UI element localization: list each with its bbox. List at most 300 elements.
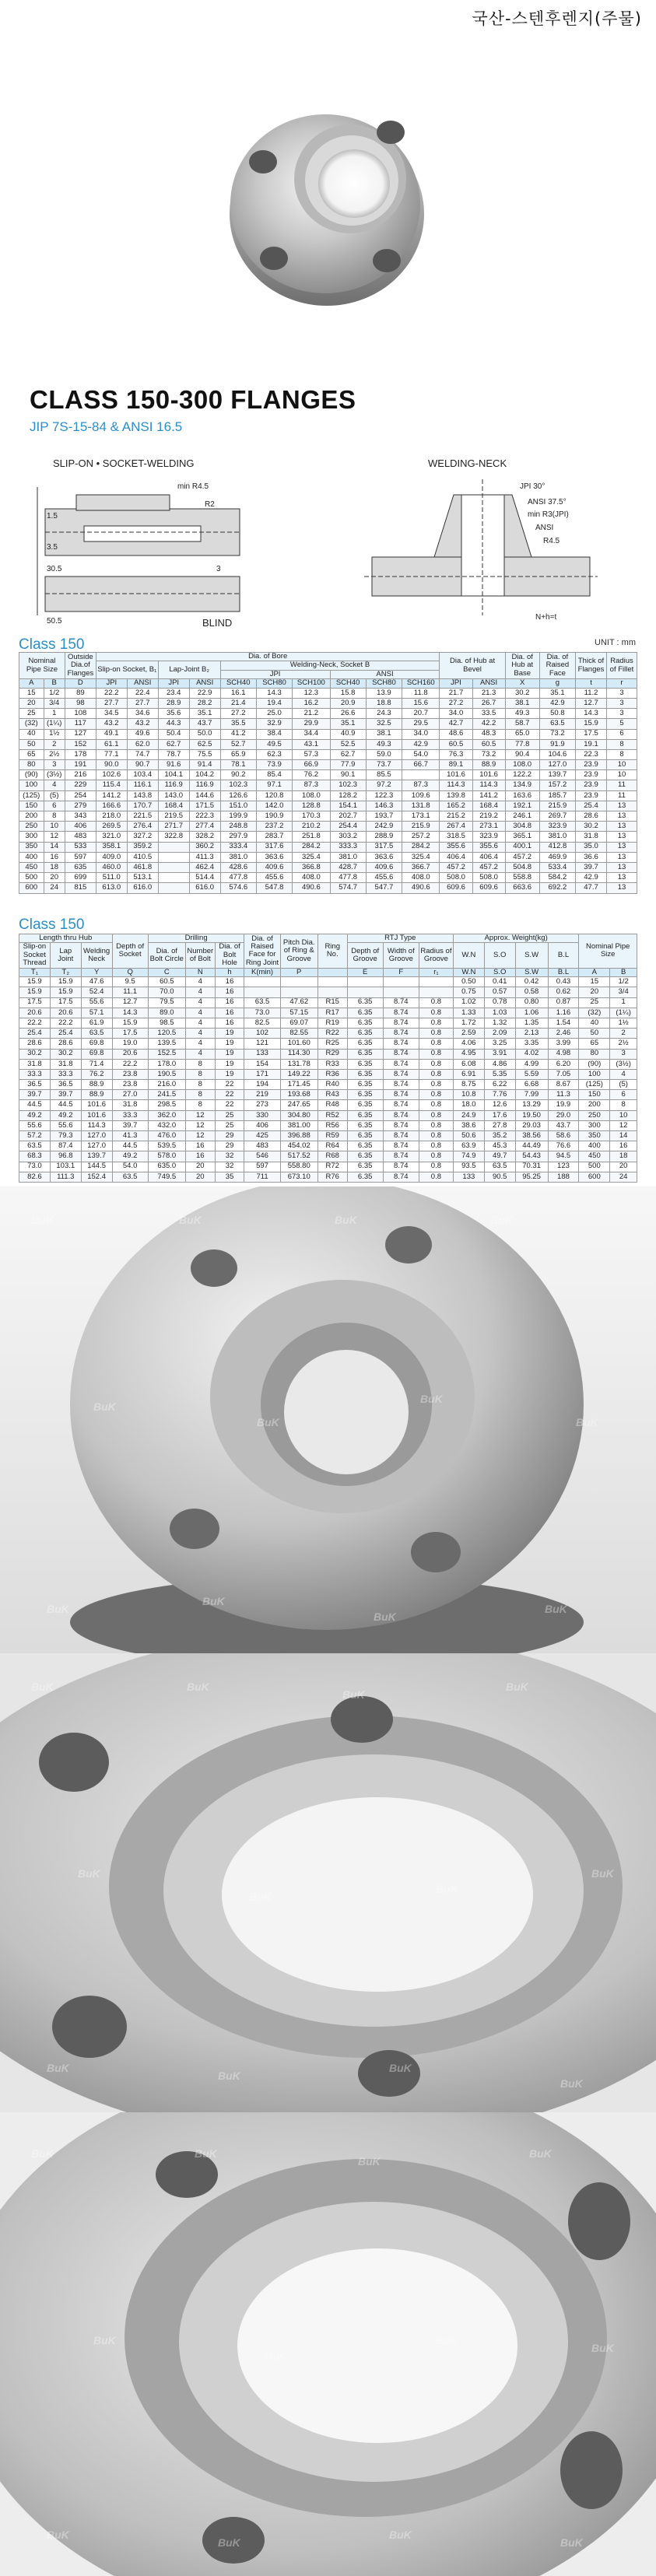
- table-cell: 461.8: [127, 862, 158, 872]
- table-cell: 8.74: [383, 1090, 419, 1100]
- table-cell: 42.2: [472, 719, 505, 729]
- table-cell: 133: [453, 1172, 484, 1182]
- table-cell: 16.1: [220, 688, 256, 698]
- table-cell: 82.6: [19, 1172, 51, 1182]
- table-cell: 20: [610, 1162, 637, 1172]
- table-cell: 0.8: [419, 1110, 453, 1120]
- page-header: [30, 385, 356, 435]
- table-cell: 8.74: [383, 1110, 419, 1120]
- table-cell: 16: [215, 977, 244, 987]
- table-cell: [280, 977, 317, 987]
- table-cell: 10: [44, 822, 65, 832]
- table-cell: 43.7: [548, 1120, 579, 1130]
- table-cell: 462.4: [189, 862, 220, 872]
- product-photo-3: [0, 1653, 656, 2112]
- table-cell: 12: [610, 1120, 637, 1130]
- table-cell: 38.56: [515, 1131, 548, 1141]
- table-cell: 455.6: [366, 873, 402, 883]
- table-cell: 116.1: [127, 780, 158, 790]
- table-cell: 18.8: [366, 698, 402, 708]
- table-cell: 69.8: [81, 1049, 112, 1059]
- table-cell: 1½: [44, 729, 65, 739]
- table-cell: 152.5: [148, 1049, 185, 1059]
- table-cell: 31.8: [19, 1059, 51, 1069]
- table-cell: 412.8: [539, 842, 575, 852]
- table-cell: 358.1: [96, 842, 127, 852]
- th-raised: Dia. of Raised Face: [539, 653, 575, 679]
- table-cell: 49.2: [112, 1151, 148, 1162]
- table-cell: R15: [317, 997, 347, 1008]
- watermark: BuK: [591, 1867, 614, 1880]
- table-row: [19, 1151, 637, 1162]
- table-cell: 16: [44, 852, 65, 862]
- table-cell: 1/2: [44, 688, 65, 698]
- table-cell: (3½): [610, 1059, 637, 1069]
- table-cell: 87.3: [293, 780, 330, 790]
- watermark: BuK: [202, 1595, 225, 1607]
- table-cell: 432.0: [148, 1120, 185, 1130]
- table-cell: 13: [606, 883, 637, 893]
- table-cell: 80: [579, 1049, 610, 1059]
- table-cell: 350: [19, 842, 44, 852]
- table-cell: 10: [610, 1110, 637, 1120]
- table-cell: 4: [185, 1018, 215, 1028]
- table-row: [19, 1172, 637, 1182]
- table-cell: 14.3: [256, 688, 292, 698]
- t2-symbol: Y: [81, 968, 112, 976]
- table-cell: 85.4: [256, 770, 292, 780]
- table-cell: 57.1: [81, 1008, 112, 1018]
- page-title: CLASS 150-300 FLANGES: [30, 385, 356, 414]
- table-cell: 49.5: [256, 739, 292, 749]
- table-cell: [158, 852, 189, 862]
- table-cell: 34.0: [402, 729, 440, 739]
- table-cell: (3½): [44, 770, 65, 780]
- table-cell: 18: [610, 1151, 637, 1162]
- table-cell: 63.5: [112, 1172, 148, 1182]
- table-cell: R19: [317, 1018, 347, 1028]
- table-cell: 149.22: [280, 1069, 317, 1079]
- table-cell: 558.80: [280, 1162, 317, 1172]
- table-cell: 39.7: [50, 1090, 81, 1100]
- table-cell: 152: [65, 739, 96, 749]
- t1-symbol: t: [576, 679, 607, 688]
- table-cell: 42.9: [576, 873, 607, 883]
- table-cell: 63.5: [19, 1141, 51, 1151]
- table-cell: 102.6: [96, 770, 127, 780]
- table-cell: 36.6: [576, 852, 607, 862]
- table-row: [19, 883, 637, 893]
- table-cell: 43.7: [189, 719, 220, 729]
- table-cell: 0.8: [419, 1018, 453, 1028]
- table-cell: 3: [606, 688, 637, 698]
- table-cell: 101.60: [280, 1039, 317, 1049]
- table-cell: 21.7: [440, 688, 472, 698]
- table-cell: 10: [606, 760, 637, 770]
- table-cell: R36: [317, 1069, 347, 1079]
- table-cell: 165.2: [440, 801, 472, 811]
- table-cell: 3: [606, 709, 637, 719]
- th-fillet: Radius of Fillet: [606, 653, 637, 679]
- table-cell: 96.8: [50, 1151, 81, 1162]
- table-cell: 0.8: [419, 1151, 453, 1162]
- table-row: [19, 852, 637, 862]
- table-cell: 317.5: [366, 842, 402, 852]
- table-cell: 163.6: [505, 790, 539, 801]
- table-cell: 127.0: [81, 1131, 112, 1141]
- table-cell: 16: [610, 1141, 637, 1151]
- table-cell: 699: [65, 873, 96, 883]
- table-cell: 15.9: [19, 987, 51, 997]
- table-cell: 62.5: [189, 739, 220, 749]
- table-cell: 123: [548, 1162, 579, 1172]
- table-cell: 317.6: [256, 842, 292, 852]
- table-cell: 0.8: [419, 1090, 453, 1100]
- table-cell: (32): [579, 1008, 610, 1018]
- table-cell: 91.4: [189, 760, 220, 770]
- table-cell: 584.2: [539, 873, 575, 883]
- table-cell: 55.6: [19, 1120, 51, 1130]
- table-cell: 17.6: [484, 1110, 515, 1120]
- table-row: [19, 1029, 637, 1039]
- table-cell: 23.8: [112, 1069, 148, 1079]
- table-cell: 1: [44, 709, 65, 719]
- table-cell: 483: [244, 1141, 280, 1151]
- t2-symbol: [317, 968, 347, 976]
- table-cell: 276.4: [127, 822, 158, 832]
- table-cell: 4: [185, 1008, 215, 1018]
- table-cell: 0.41: [484, 977, 515, 987]
- table-cell: 104.1: [158, 770, 189, 780]
- table-cell: 36.5: [19, 1080, 51, 1090]
- table-cell: 190.9: [256, 811, 292, 822]
- table-cell: 62.7: [330, 749, 366, 759]
- table-cell: 122.3: [366, 790, 402, 801]
- table-cell: 200: [579, 1100, 610, 1110]
- table-cell: R17: [317, 1008, 347, 1018]
- table-cell: 2.13: [515, 1029, 548, 1039]
- table-cell: 460.0: [96, 862, 127, 872]
- th-gradius: Radius of Groove: [419, 943, 453, 968]
- table-row: [19, 1018, 637, 1028]
- table-cell: 31.8: [50, 1059, 81, 1069]
- th-nominal2: Nominal Pipe Size: [579, 934, 637, 969]
- table-cell: 49.3: [505, 709, 539, 719]
- table-cell: 0.80: [515, 997, 548, 1008]
- table-row: [19, 862, 637, 872]
- dim-r45b: R4.5: [543, 537, 560, 545]
- table-cell: 303.2: [330, 832, 366, 842]
- table-cell: 6.35: [347, 1172, 383, 1182]
- table-cell: 34.0: [440, 709, 472, 719]
- table-cell: 95.25: [515, 1172, 548, 1182]
- blind-label: BLIND: [202, 617, 233, 629]
- th-weldneck: Welding Neck: [81, 943, 112, 968]
- table-cell: 23.9: [576, 780, 607, 790]
- watermark: BuK: [47, 2062, 69, 2074]
- table-cell: 0.8: [419, 1141, 453, 1151]
- table-cell: R56: [317, 1120, 347, 1130]
- table-cell: 38.4: [256, 729, 292, 739]
- table-cell: 469.9: [539, 852, 575, 862]
- table-cell: 85.5: [366, 770, 402, 780]
- table-cell: 75.5: [189, 749, 220, 759]
- table-cell: 24: [610, 1172, 637, 1182]
- dim-d3: 3: [216, 565, 221, 573]
- table-cell: 55.6: [50, 1120, 81, 1130]
- table-row: [19, 770, 637, 780]
- table-cell: 219.5: [158, 811, 189, 822]
- table-cell: 178.0: [148, 1059, 185, 1069]
- table-cell: 57.3: [293, 749, 330, 759]
- table-cell: 318.5: [440, 832, 472, 842]
- table-cell: 8.74: [383, 1069, 419, 1079]
- table-cell: 215.9: [539, 801, 575, 811]
- table-cell: 91.9: [539, 739, 575, 749]
- table-cell: 409.6: [256, 862, 292, 872]
- table-cell: 40: [19, 729, 44, 739]
- table-row: [19, 1039, 637, 1049]
- table-cell: 6.35: [347, 1131, 383, 1141]
- table-cell: 9.5: [112, 977, 148, 987]
- table-cell: 42.9: [539, 698, 575, 708]
- table-cell: 100: [579, 1069, 610, 1079]
- table-cell: 20: [579, 987, 610, 997]
- table-cell: 41.2: [220, 729, 256, 739]
- table-cell: 250: [19, 822, 44, 832]
- table-cell: 63.5: [81, 1029, 112, 1039]
- table-cell: 52.4: [81, 987, 112, 997]
- table-row: [19, 801, 637, 811]
- table-cell: 363.6: [366, 852, 402, 862]
- table-cell: 57.2: [19, 1131, 51, 1141]
- table-cell: 6.35: [347, 1110, 383, 1120]
- table-cell: 101.6: [440, 770, 472, 780]
- table-cell: 14.3: [112, 1008, 148, 1018]
- table-cell: 188: [548, 1172, 579, 1182]
- table-cell: 65.9: [220, 749, 256, 759]
- table-cell: 0.58: [515, 987, 548, 997]
- table-cell: 6.91: [453, 1069, 484, 1079]
- table-cell: 122.2: [505, 770, 539, 780]
- table-cell: 102.3: [330, 780, 366, 790]
- table-cell: 15: [579, 977, 610, 987]
- table-cell: 6.35: [347, 1141, 383, 1151]
- table-cell: [402, 770, 440, 780]
- table-cell: 170.3: [293, 811, 330, 822]
- table-cell: 108.0: [505, 760, 539, 770]
- table-cell: 13: [606, 852, 637, 862]
- table-cell: 1.06: [515, 1008, 548, 1018]
- table-cell: 70.31: [515, 1162, 548, 1172]
- table-cell: 1.33: [453, 1008, 484, 1018]
- table-row: [19, 1080, 637, 1090]
- watermark: BuK: [179, 1214, 202, 1226]
- table-cell: 19: [215, 1069, 244, 1079]
- watermark: BuK: [218, 2070, 240, 2082]
- table-row: [19, 688, 637, 698]
- table-cell: 101.6: [81, 1110, 112, 1120]
- table-cell: 35.6: [158, 709, 189, 719]
- table-cell: 50.6: [453, 1131, 484, 1141]
- table-cell: R29: [317, 1049, 347, 1059]
- th-socket: Slip-on Socket Thread: [19, 943, 51, 968]
- table-cell: 409.6: [366, 862, 402, 872]
- table-cell: R59: [317, 1131, 347, 1141]
- table-cell: 692.2: [539, 883, 575, 893]
- table-cell: 74.9: [453, 1151, 484, 1162]
- table-cell: 578.0: [148, 1151, 185, 1162]
- table-cell: 6.35: [347, 1090, 383, 1100]
- table-cell: 39.7: [19, 1090, 51, 1100]
- table-cell: 425: [244, 1131, 280, 1141]
- table-cell: 27.0: [112, 1090, 148, 1100]
- table-cell: 4: [44, 780, 65, 790]
- table-cell: 39.7: [576, 862, 607, 872]
- t2-symbol: P: [280, 968, 317, 976]
- table-cell: 546: [244, 1151, 280, 1162]
- table-cell: 12.3: [293, 688, 330, 698]
- table-cell: 18.0: [453, 1100, 484, 1110]
- table-cell: 89.1: [440, 760, 472, 770]
- table-cell: 27.7: [127, 698, 158, 708]
- table2-drilling: [19, 934, 637, 1183]
- table-cell: 297.9: [220, 832, 256, 842]
- th-jpi: JPI: [220, 670, 330, 678]
- table-cell: 120.5: [148, 1029, 185, 1039]
- table-cell: 267.4: [440, 822, 472, 832]
- table-cell: 321.0: [96, 832, 127, 842]
- table-cell: 476.0: [148, 1131, 185, 1141]
- table-cell: 360.2: [189, 842, 220, 852]
- table-cell: 6.35: [347, 1162, 383, 1172]
- watermark: BuK: [187, 1681, 209, 1693]
- table-cell: 16: [215, 997, 244, 1008]
- table-cell: 6.35: [347, 1120, 383, 1130]
- table-cell: 139.7: [539, 770, 575, 780]
- table-cell: 2.09: [484, 1029, 515, 1039]
- watermark: BuK: [47, 2529, 69, 2541]
- table-cell: [158, 862, 189, 872]
- dim-d2: 3.5: [47, 543, 58, 552]
- table-cell: 43.2: [96, 719, 127, 729]
- table-cell: 366.7: [402, 862, 440, 872]
- table-cell: 73.0: [244, 1008, 280, 1018]
- table-cell: 3: [606, 698, 637, 708]
- table-cell: 128.8: [293, 801, 330, 811]
- table-cell: 457.2: [505, 852, 539, 862]
- table-cell: (90): [579, 1059, 610, 1069]
- table-cell: 19.50: [515, 1110, 548, 1120]
- table-cell: 63.5: [484, 1162, 515, 1172]
- table-cell: 90.0: [96, 760, 127, 770]
- table-cell: 15.9: [19, 977, 51, 987]
- table-cell: (1¼): [44, 719, 65, 729]
- watermark: BuK: [498, 257, 521, 269]
- table-row: [19, 1090, 637, 1100]
- table-cell: 143.8: [127, 790, 158, 801]
- table-cell: 19.1: [576, 739, 607, 749]
- watermark: BuK: [490, 1214, 513, 1226]
- table-cell: 365.1: [505, 832, 539, 842]
- table-cell: 47.7: [576, 883, 607, 893]
- table-cell: 323.9: [472, 832, 505, 842]
- table-cell: 1/2: [610, 977, 637, 987]
- table-row: [19, 1120, 637, 1130]
- table-cell: 50.4: [158, 729, 189, 739]
- watermark: BuK: [218, 2536, 240, 2549]
- table-cell: 14: [44, 842, 65, 852]
- table-cell: 246.1: [505, 811, 539, 822]
- table-cell: 673.10: [280, 1172, 317, 1182]
- table-cell: 49.3: [366, 739, 402, 749]
- table-cell: 22.2: [112, 1059, 148, 1069]
- table-cell: 24: [44, 883, 65, 893]
- table-cell: 450: [579, 1151, 610, 1162]
- table-cell: 428.6: [220, 862, 256, 872]
- table-cell: 4: [185, 997, 215, 1008]
- dim-r2: R2: [205, 500, 215, 509]
- table-cell: 23.8: [112, 1080, 148, 1090]
- table-cell: 40: [579, 1018, 610, 1028]
- table-cell: 6.35: [347, 997, 383, 1008]
- table-cell: 78.1: [220, 760, 256, 770]
- table-cell: 171: [244, 1069, 280, 1079]
- watermark: BuK: [93, 2334, 116, 2346]
- t1-symbol: ANSI: [127, 679, 158, 688]
- table-cell: 152.4: [81, 1172, 112, 1182]
- table-row: [19, 719, 637, 729]
- table-cell: 126.6: [220, 790, 256, 801]
- table-cell: 242.9: [366, 822, 402, 832]
- table-cell: 154.1: [330, 801, 366, 811]
- watermark: BuK: [405, 70, 427, 82]
- table-cell: 50.0: [189, 729, 220, 739]
- table-cell: 215.2: [440, 811, 472, 822]
- table-cell: 45.3: [484, 1141, 515, 1151]
- table-row: [19, 842, 637, 852]
- th-nominal: Nominal Pipe Size: [19, 653, 65, 679]
- table-row: [19, 739, 637, 749]
- table-cell: 33.3: [112, 1110, 148, 1120]
- dim-ansi: ANSI: [535, 524, 554, 532]
- watermark: BuK: [257, 1416, 279, 1428]
- table-cell: 20: [185, 1162, 215, 1172]
- table-cell: 8: [185, 1100, 215, 1110]
- table-cell: 65: [19, 749, 44, 759]
- table-cell: 32: [215, 1162, 244, 1172]
- table-cell: 330: [244, 1110, 280, 1120]
- table-cell: 0.8: [419, 1059, 453, 1069]
- table-cell: 19.4: [256, 698, 292, 708]
- table-cell: 108: [65, 709, 96, 719]
- table-cell: 49.2: [19, 1110, 51, 1120]
- table-cell: 22: [215, 1100, 244, 1110]
- t2-symbol: B: [610, 968, 637, 976]
- table-cell: 193.68: [280, 1090, 317, 1100]
- table-cell: 406: [244, 1120, 280, 1130]
- table-cell: 117: [65, 719, 96, 729]
- table-cell: 60.5: [472, 739, 505, 749]
- table-cell: 73.2: [472, 749, 505, 759]
- table-cell: 8.74: [383, 1018, 419, 1028]
- table-cell: 62.0: [127, 739, 158, 749]
- table-cell: 19: [215, 1029, 244, 1039]
- table-cell: 13: [606, 862, 637, 872]
- table-row: [19, 1162, 637, 1172]
- table-cell: 221.5: [127, 811, 158, 822]
- th-raised-rj: Dia. of Raised Face for Ring Joint: [245, 934, 279, 967]
